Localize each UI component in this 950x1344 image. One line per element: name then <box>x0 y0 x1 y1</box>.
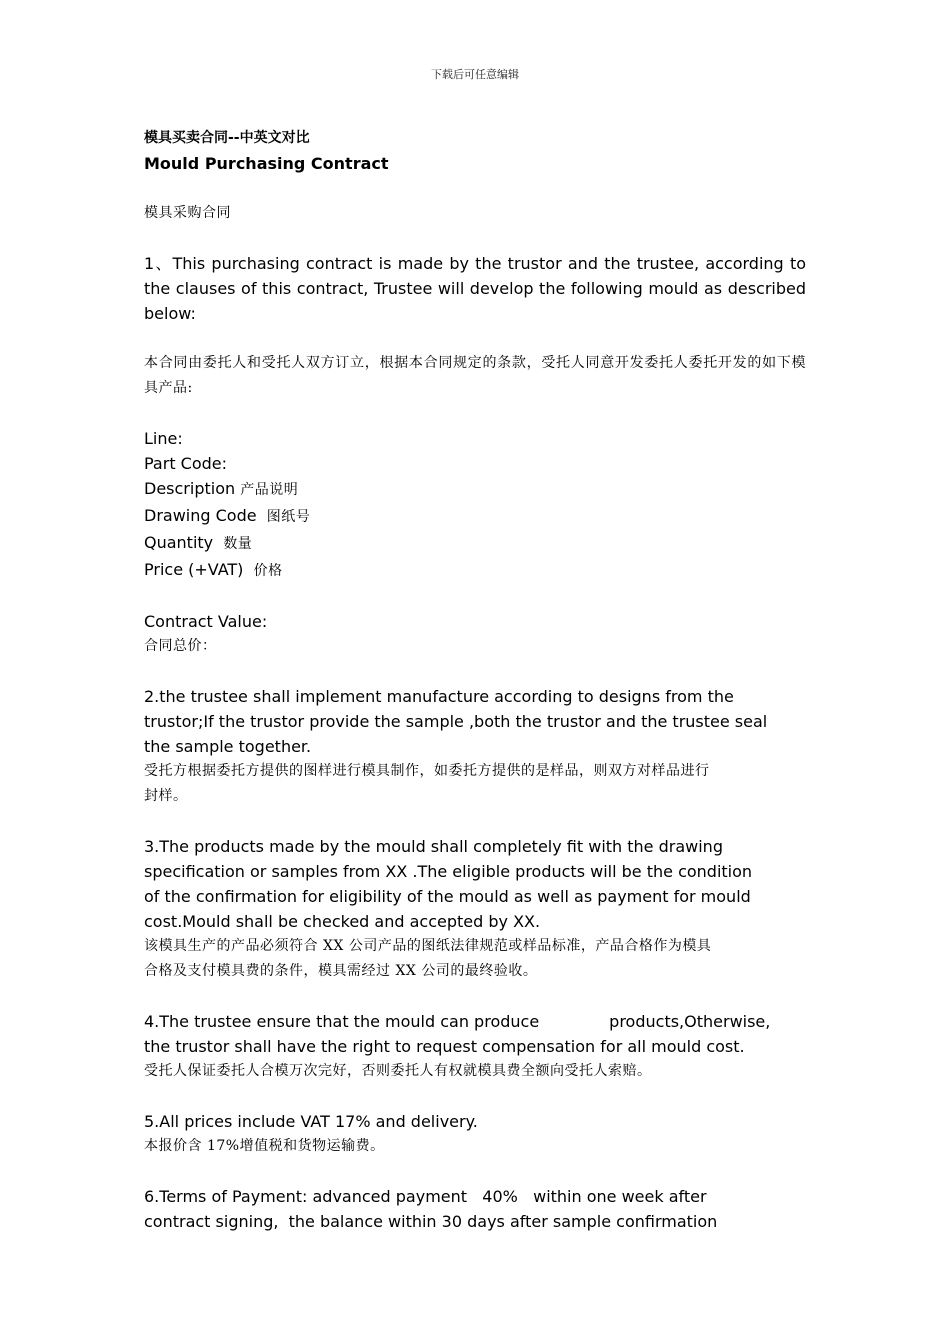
clause-4-chinese: 受托人保证委托人合模万次完好，否则委托人有权就模具费全额向受托人索赔。 <box>144 1063 652 1079</box>
field-line: Line: <box>144 429 183 448</box>
clause-3-english-line-3: of the confirmation for eligibility of the mould as well as payment for mould <box>144 887 751 906</box>
title-english: Mould Purchasing Contract <box>144 154 389 173</box>
clause-1-english: 1、This purchasing contract is made by the trustor and the trustee, according to the clauses of this contract, Trustee will develop the following mould as described below: <box>144 254 807 323</box>
clause-2-english-line-1: 2.the trustee shall implement manufacture according to designs from the <box>144 687 734 706</box>
clause-5-chinese: 本报价含 17%增值税和货物运输费。 <box>144 1138 385 1154</box>
clause-3-english-line-2: specification or samples from XX .The eligible products will be the condition <box>144 862 753 881</box>
field-price: Price (+VAT) 价格 <box>144 560 283 579</box>
field-description: Description 产品说明 <box>144 479 299 498</box>
clause-3-chinese-line-2: 合格及支付模具费的条件，模具需经过 XX 公司的最终验收。 <box>144 963 538 979</box>
clause-2-chinese-line-2: 封样。 <box>144 788 188 804</box>
clause-6-english-line-2: contract signing, the balance within 30 days after sample confirmation <box>144 1212 718 1231</box>
clause-3-chinese-line-1: 该模具生产的产品必须符合 XX 公司产品的图纸法律规范或样品标准，产品合格作为模具 <box>144 938 712 954</box>
clause-4-english-line-1: 4.The trustee ensure that the mould can produce products,Otherwise, <box>144 1012 771 1031</box>
clause-5-english: 5.All prices include VAT 17% and delivery. <box>144 1112 478 1131</box>
clause-3-english-line-1: 3.The products made by the mould shall completely fit with the drawing <box>144 837 723 856</box>
clause-1-chinese: 本合同由委托人和受托人双方订立，根据本合同规定的条款，受托人同意开发委托人委托开发的如下模具产品: <box>144 355 806 396</box>
field-contract-value: Contract Value: <box>144 612 268 631</box>
clause-6-english-line-1: 6.Terms of Payment: advanced payment 40% within one week after <box>144 1187 707 1206</box>
clause-3-english-line-4: cost.Mould shall be checked and accepted by XX. <box>144 912 541 931</box>
title-chinese: 模具买卖合同--中英文对比 <box>144 130 310 146</box>
subtitle-chinese: 模具采购合同 <box>144 205 231 221</box>
clause-2-english-line-3: the sample together. <box>144 737 312 756</box>
field-part-code: Part Code: <box>144 454 228 473</box>
field-quantity: Quantity 数量 <box>144 533 253 552</box>
field-drawing-code: Drawing Code 图纸号 <box>144 506 311 525</box>
clause-2-chinese-line-1: 受托方根据委托方提供的图样进行模具制作，如委托方提供的是样品，则双方对样品进行 <box>144 763 710 779</box>
document-body <box>144 126 806 1234</box>
field-contract-value-chinese: 合同总价： <box>144 638 217 654</box>
clause-2-english-line-2: trustor;If the trustor provide the sample ,both the trustor and the trustee seal <box>144 712 768 731</box>
clause-4-english-line-2: the trustor shall have the right to request compensation for all mould cost. <box>144 1037 745 1056</box>
page-header-note: 下载后可任意编辑 <box>431 68 519 81</box>
